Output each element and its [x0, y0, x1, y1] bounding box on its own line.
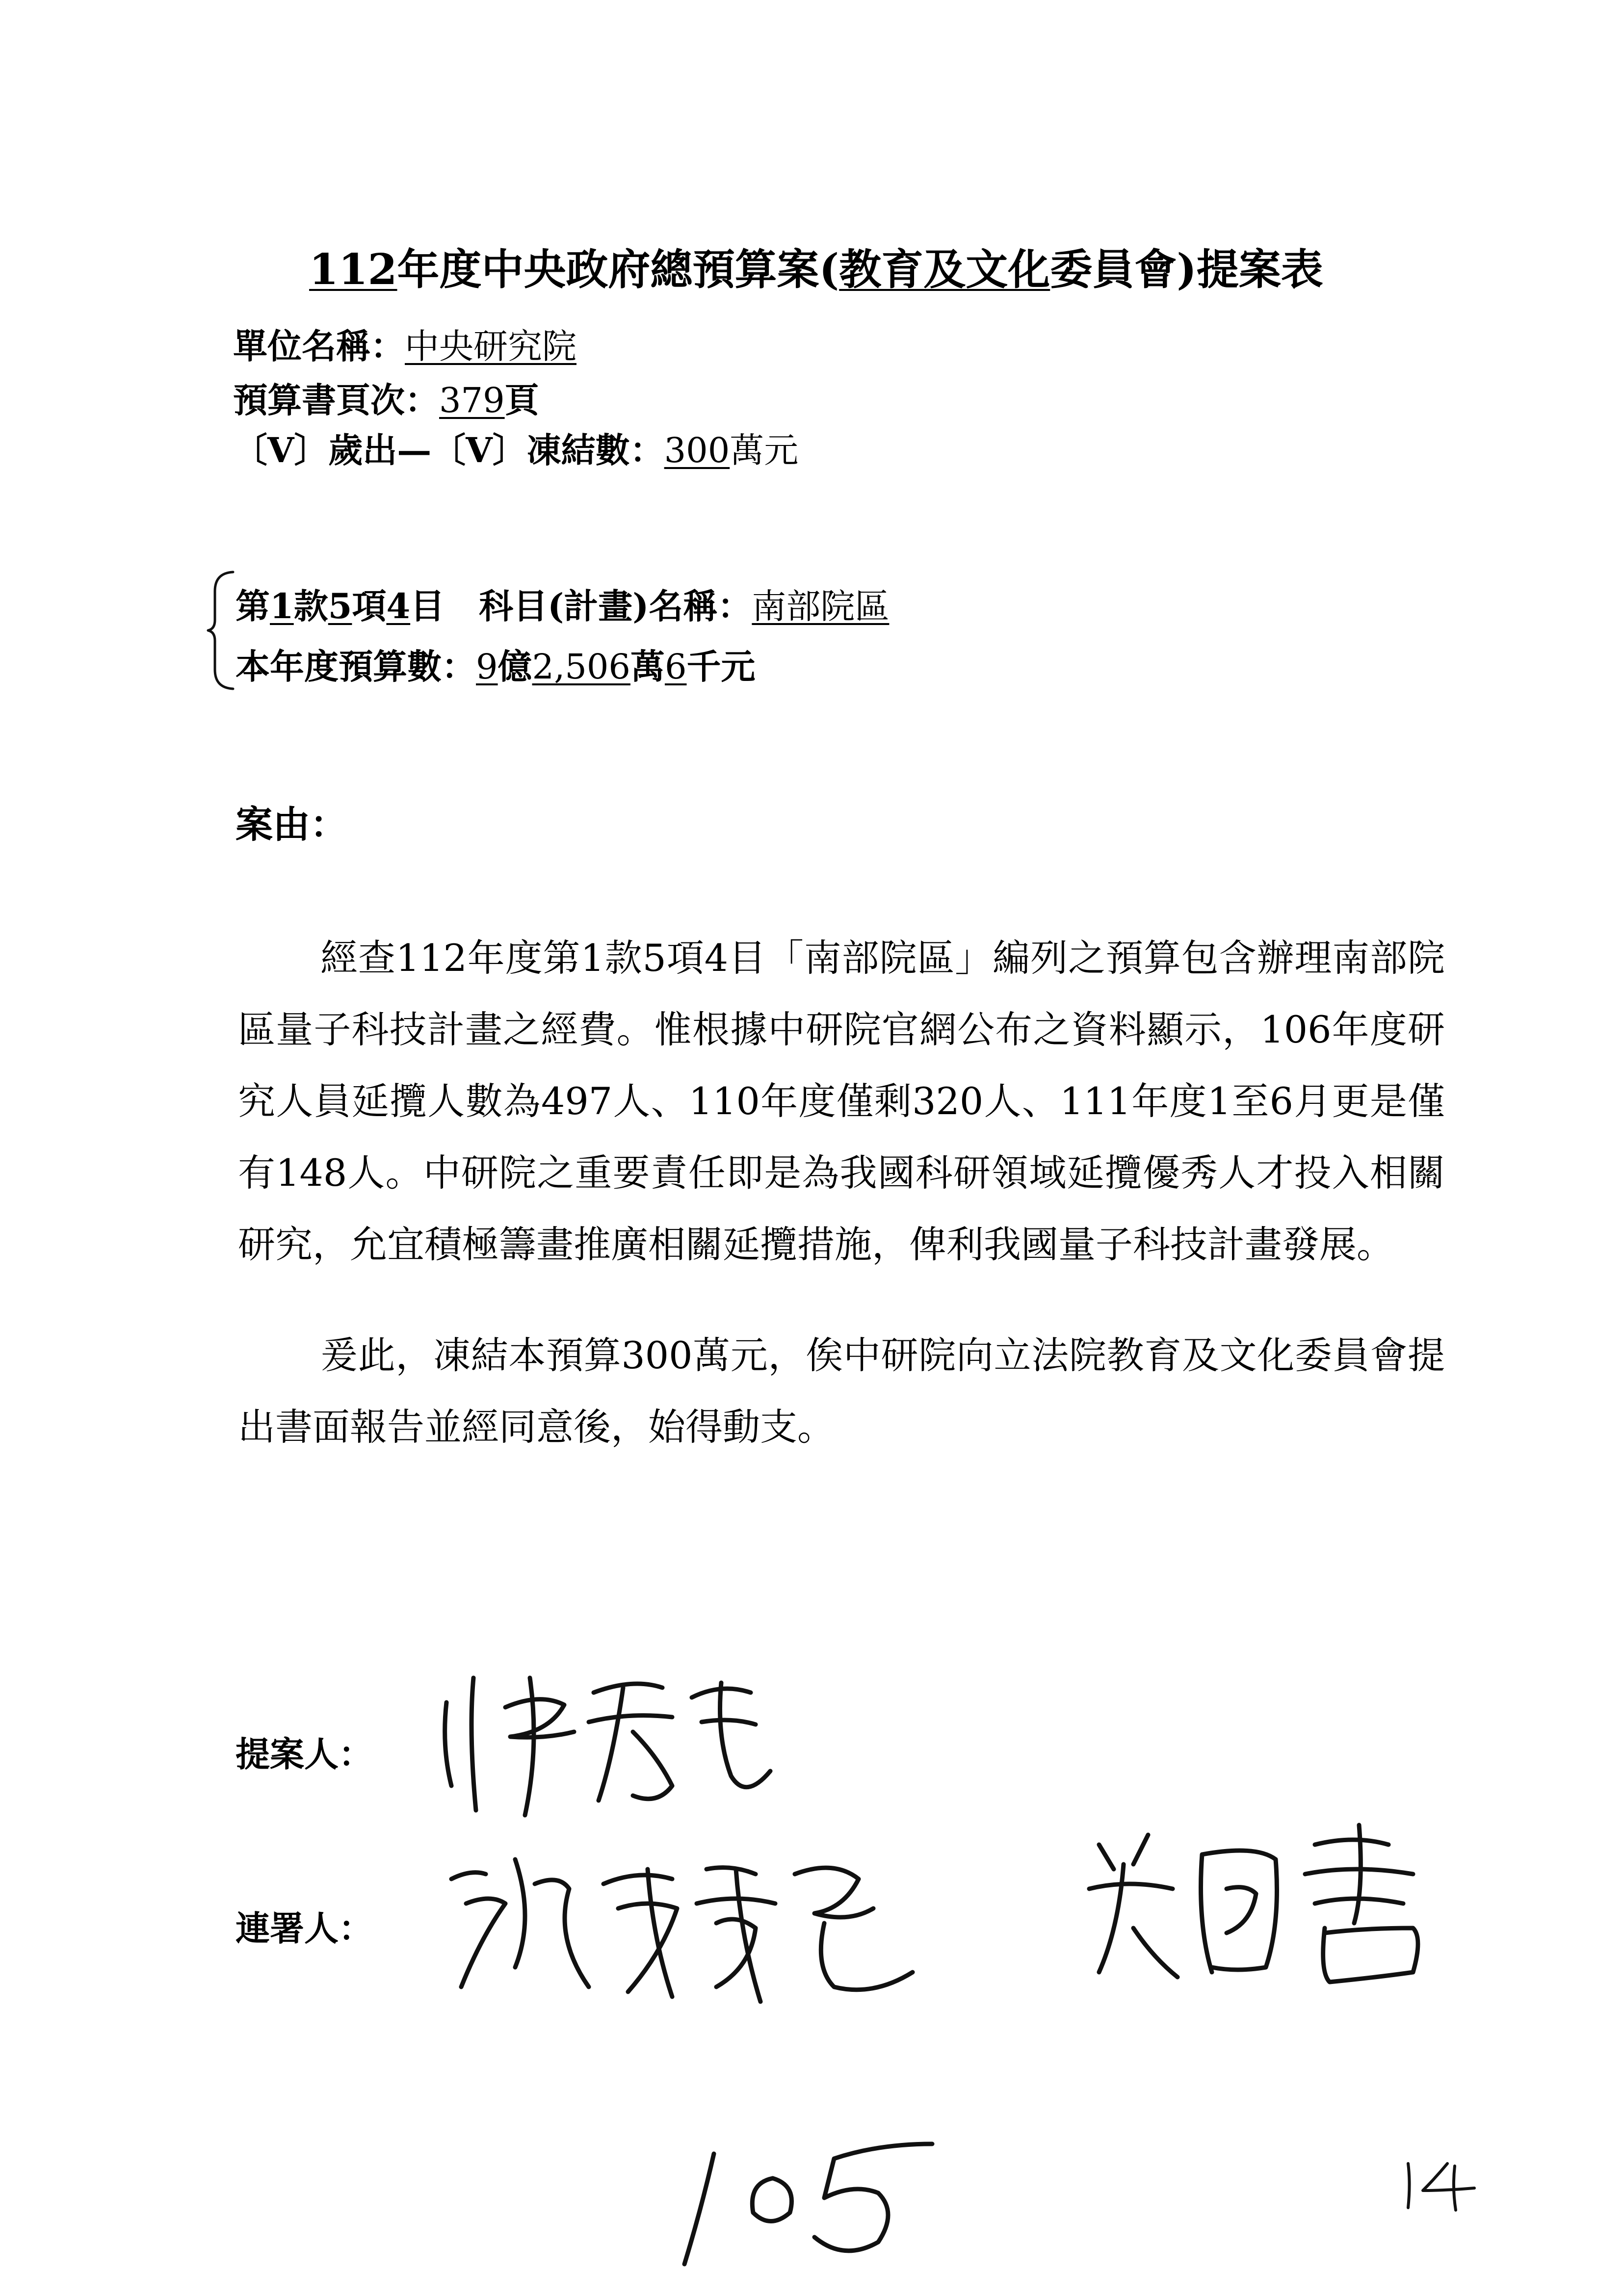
item-row: 第1款5項4目 科目(計畫)名稱：南部院區 [236, 586, 890, 626]
reason-paragraph-1: 經查112年度第1款5項4目「南部院區」編列之預算包含辦理南部院區量子科技計畫之經費。惟根據中研院官網公布之資料顯示，106年度研究人員延攬人數為497人、110年度僅剩320人、111年度1至6月更是僅有148人。中研院之重要責任即是為我國科研領域延攬優秀人才投入相關研究，允宜積極籌畫推廣相關延攬措施，俾利我國量子科技計畫發展。 [238, 936, 1445, 1266]
freeze-row [233, 423, 798, 472]
reason-label: 案由： [236, 803, 347, 846]
proposer-signature [427, 1658, 780, 1820]
budget-page-value: 379 [439, 380, 505, 420]
title-mid: 年度中央政府總預算案( [397, 245, 839, 294]
budget-page-row [233, 373, 539, 422]
budget-page-label: 預算書頁次： [233, 380, 439, 420]
freeze-value: 300 [664, 430, 730, 470]
handwritten-page-number-105 [667, 2124, 962, 2271]
cosigner-signature-2 [1070, 1815, 1462, 1992]
handwritten-page-number-14 [1401, 2154, 1479, 2213]
item-bracket [206, 569, 236, 692]
budget-row: 本年度預算數：9億2,506萬6千元 [236, 646, 756, 687]
freeze-label: 〔V〕歲出—〔V〕凍結數： [233, 430, 664, 470]
cosigner-signature-1 [442, 1840, 932, 2016]
budget-label: 本年度預算數： [236, 646, 476, 687]
item-xiang: 5 [328, 586, 352, 626]
document-title [309, 235, 1323, 296]
budget-wan: 2,506 [532, 647, 630, 687]
title-year: 112 [309, 245, 397, 294]
budget-qian: 6 [664, 647, 687, 687]
unit-value: 中央研究院 [405, 326, 576, 366]
budget-yi: 9 [476, 647, 498, 687]
reason-paragraph-2: 爰此，凍結本預算300萬元，俟中研院向立法院教育及文化委員會提出書面報告並經同意後，始得動支。 [238, 1333, 1445, 1449]
freeze-suffix: 萬元 [730, 430, 799, 470]
item-name: 南部院區 [752, 586, 890, 626]
title-end: 委員會)提案表 [1050, 245, 1323, 294]
unit-label: 單位名稱： [233, 326, 405, 366]
title-committee: 教育及文化 [839, 245, 1050, 294]
item-mu: 4 [386, 586, 411, 626]
budget-page-suffix: 頁 [504, 380, 539, 420]
item-kuan: 1 [270, 586, 294, 626]
proposer-label: 提案人： [236, 1734, 373, 1774]
unit-row [233, 319, 576, 368]
cosigner-label: 連署人： [236, 1908, 373, 1949]
